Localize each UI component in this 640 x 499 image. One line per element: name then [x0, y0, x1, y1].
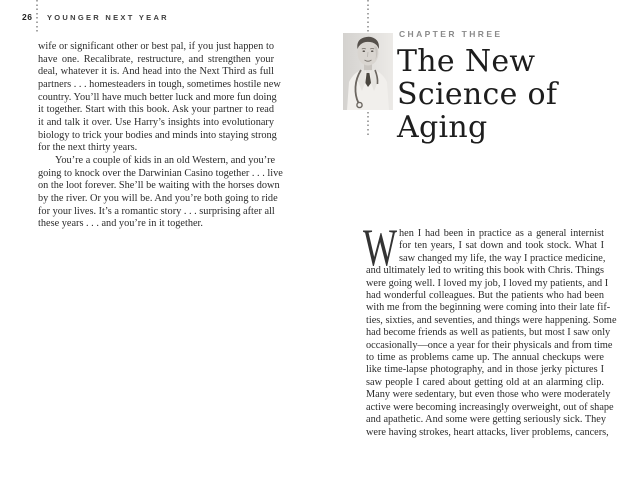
- text-line: and apathetic. And some were getting seriously sick. They: [366, 414, 607, 426]
- text-line: by the river. Or you will be. And you’re both going to ride: [38, 192, 278, 204]
- text-line: these years . . . and you’re in it together.: [38, 218, 203, 230]
- author-photo: [343, 33, 393, 110]
- text-line: had wonderful colleagues. But the patients who had been: [366, 290, 604, 302]
- text-line: Many were sedentary, but even those who were moderately: [366, 389, 611, 401]
- text-line: deal, whatever it is. And head into the Next Third as full: [38, 66, 274, 78]
- text-line: like time-lapse photography, and in those jerky pictures I: [366, 364, 604, 376]
- text-line: ties, sixties, and seventies, and things were happening. Some: [366, 314, 617, 326]
- running-header-book-title: YOUNGER NEXT YEAR: [47, 12, 169, 22]
- text-line: partners . . . homesteaders in tough, sometimes hostile new: [38, 78, 281, 90]
- text-line: it and talk it over. Use Harry’s insights into evolutionary: [38, 116, 274, 128]
- text-line: were having strokes, heart attacks, liver problems, cancers,: [366, 426, 609, 438]
- right-page-body: [366, 228, 617, 439]
- text-line: with me from the beginning were coming into their late fif-: [366, 302, 611, 314]
- chapter-title-line: The New: [397, 44, 536, 79]
- text-line: active were becoming increasingly overweight, out of shape: [366, 401, 614, 413]
- text-line: had become friends as well as patients, but most I saw only: [366, 327, 611, 339]
- chapter-label: CHAPTER THREE: [399, 29, 503, 39]
- text-line: it together. Start with this book. Ask your partner to read: [38, 104, 274, 116]
- text-line: on the loot forever. She’ll be waiting with the horses down: [38, 180, 280, 192]
- text-line: hen I had been in practice as a general internist: [399, 228, 604, 239]
- text-line: have one. Recalibrate, restructure, and strengthen your: [38, 53, 274, 65]
- text-line: for your lives. It’s a romantic story . . . surprising after all: [38, 205, 275, 217]
- drop-cap: W: [363, 219, 398, 277]
- chapter-title-line: Aging: [397, 110, 488, 145]
- text-line: for ten years, I sat down and took stock. What I: [399, 240, 604, 252]
- author-photo-illustration: [343, 33, 393, 110]
- text-line: wife or significant other or best pal, if you just happen to: [38, 41, 274, 52]
- text-line: biology to trick your bodies and minds into staying strong: [38, 129, 277, 141]
- chapter-title-line: Science of: [397, 77, 558, 112]
- text-line: saw changed my life, the way I practice medicine,: [399, 252, 606, 264]
- text-line: saw people I cared about getting old at an alarming clip.: [366, 376, 604, 388]
- text-line: country. You’ll have much better luck and more fun doing: [38, 91, 277, 103]
- text-line: to time as problems came up. The annual checkups were: [366, 352, 604, 364]
- chapter-title: [397, 45, 557, 144]
- text-line: and ultimately led to writing this book with Chris. Things: [366, 265, 604, 277]
- text-line: were going well. I loved my job, I loved my patients, and I: [366, 277, 609, 289]
- text-line: going to knock over the Darwinian Casino together . . . live: [38, 167, 283, 179]
- left-page-body: [38, 41, 283, 231]
- text-line: for the next thirty years.: [38, 142, 138, 154]
- text-line: You’re a couple of kids in an old Western, and you’re: [55, 154, 276, 166]
- text-line: occasionally—once a year for their physicals and from time: [366, 339, 613, 351]
- header-dotted-divider: [36, 0, 38, 34]
- page-number: 26: [22, 12, 33, 22]
